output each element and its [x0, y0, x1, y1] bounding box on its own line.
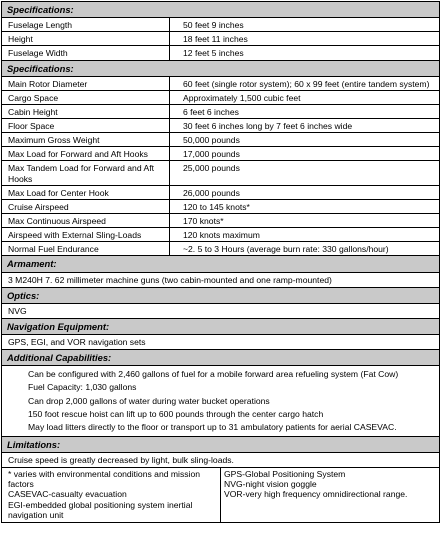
spec-value: 25,000 pounds — [183, 163, 240, 174]
spec-value: 120 to 145 knots* — [183, 201, 250, 212]
spec-row — [2, 91, 439, 105]
capability-item: Can be configured with 2,460 gallons of fuel for a mobile forward area refueling system (Fat Cow) — [28, 369, 399, 380]
section-header-limitations: Limitations: — [2, 437, 439, 453]
spec-label: Airspeed with External Sling-Loads — [2, 228, 170, 241]
spec-row — [2, 133, 439, 147]
section-header-specifications-2: Specifications: — [2, 61, 439, 77]
spec-label: Height — [2, 32, 170, 45]
section-header-capabilities: Additional Capabilities: — [2, 350, 439, 366]
spec-label: Cabin Height — [2, 105, 170, 118]
spec-row — [2, 186, 439, 200]
spec-label: Normal Fuel Endurance — [2, 242, 170, 255]
spec-value: 120 knots maximum — [183, 230, 260, 241]
footnote: * varies with environmental conditions and mission factors — [8, 469, 201, 490]
spec-label: Cruise Airspeed — [2, 200, 170, 213]
footnote: VOR-very high frequency omnidirectional range. — [224, 489, 408, 500]
spec-row — [2, 200, 439, 214]
spec-label: Fuselage Width — [2, 46, 170, 59]
capability-item: Can drop 2,000 gallons of water during water bucket operations — [28, 395, 270, 406]
spec-label: Maximum Gross Weight — [2, 133, 170, 146]
spec-value: 17,000 pounds — [183, 149, 240, 160]
spec-sheet — [1, 1, 440, 523]
spec-row — [2, 32, 439, 46]
footnote: EGI-embedded global positioning system inertial navigation unit — [8, 499, 193, 520]
spec-value: 6 feet 6 inches — [183, 106, 239, 117]
spec-label: Main Rotor Diameter — [2, 77, 170, 90]
spec-label: Fuselage Length — [2, 18, 170, 31]
spec-value: 30 feet 6 inches long by 7 feet 6 inches wide — [183, 121, 353, 132]
section-header-optics: Optics: — [2, 288, 439, 304]
spec-label: Floor Space — [2, 119, 170, 132]
optics-text: NVG — [2, 304, 439, 319]
spec-row — [2, 147, 439, 161]
footnotes-right — [221, 468, 439, 522]
spec-label: Max Load for Forward and Aft Hooks — [2, 147, 170, 160]
spec-row — [2, 77, 439, 91]
spec-value: 60 feet (single rotor system); 60 x 99 feet (entire tandem system) — [183, 78, 430, 89]
footnotes — [2, 468, 439, 522]
capabilities-list — [2, 366, 439, 437]
spec-label: Cargo Space — [2, 91, 170, 104]
spec-value: 50,000 pounds — [183, 135, 240, 146]
spec-value: Approximately 1,500 cubic feet — [183, 92, 301, 103]
spec-label: Max Continuous Airspeed — [2, 214, 170, 227]
navigation-text: GPS, EGI, and VOR navigation sets — [2, 335, 439, 350]
spec-label: Max Tandem Load for Forward and Aft Hooks — [2, 161, 170, 184]
spec-row — [2, 119, 439, 133]
spec-row — [2, 105, 439, 119]
armament-text: 3 M240H 7. 62 millimeter machine guns (two cabin-mounted and one ramp-mounted) — [2, 273, 439, 288]
footnotes-left — [2, 468, 221, 522]
section-header-armament: Armament: — [2, 256, 439, 272]
footnote: NVG-night vision goggle — [224, 479, 317, 490]
footnote: GPS-Global Positioning System — [224, 469, 346, 480]
footnote: CASEVAC-casualty evacuation — [8, 489, 127, 500]
spec-row — [2, 161, 439, 185]
section-header-navigation: Navigation Equipment: — [2, 319, 439, 335]
spec-row — [2, 214, 439, 228]
spec-value: 26,000 pounds — [183, 187, 240, 198]
capability-item: Fuel Capacity: 1,030 gallons — [28, 382, 137, 393]
spec-row — [2, 46, 439, 60]
spec-label: Max Load for Center Hook — [2, 186, 170, 199]
specs2-rows — [2, 77, 439, 257]
limitations-text: Cruise speed is greatly decreased by light, bulk sling-loads. — [2, 453, 439, 468]
section-header-specifications-1: Specifications: — [2, 2, 439, 18]
capability-item: 150 foot rescue hoist can lift up to 600 pounds through the center cargo hatch — [28, 408, 324, 419]
spec-value: 170 knots* — [183, 216, 224, 227]
spec-row — [2, 18, 439, 32]
spec-value: 50 feet 9 inches — [183, 20, 244, 31]
spec-row — [2, 228, 439, 242]
spec-value: ~2. 5 to 3 Hours (average burn rate: 330 gallons/hour) — [183, 244, 389, 255]
spec-value: 12 feet 5 inches — [183, 48, 244, 59]
spec-row — [2, 242, 439, 256]
spec-value: 18 feet 11 inches — [183, 34, 248, 45]
specs1-rows — [2, 18, 439, 60]
capability-item: May load litters directly to the floor or transport up to 31 ambulatory patients for aerial CASEVAC. — [28, 421, 397, 432]
